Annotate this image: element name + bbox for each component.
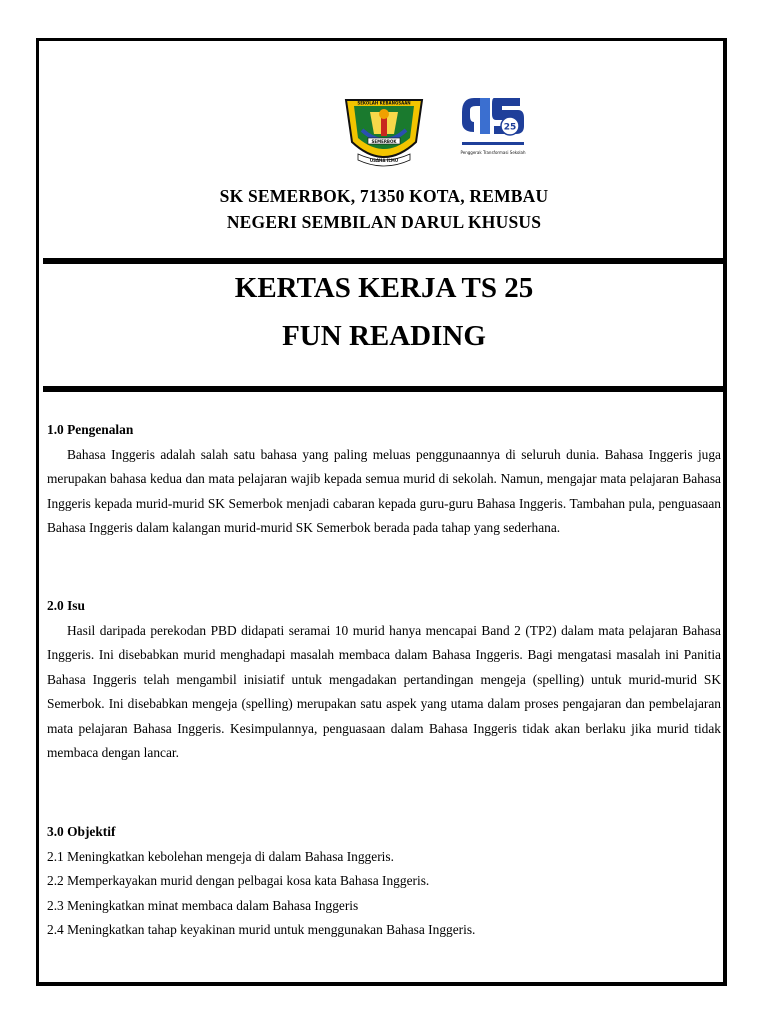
document-subtitle: FUN READING (282, 320, 486, 352)
section-objektif (47, 820, 721, 943)
crest-top-text: SEKOLAH KEBANGSAAN (357, 100, 411, 106)
section-heading: 2.0 Isu (47, 598, 85, 613)
list-item: 2.3 Meningkatkan minat membaca dalam Bahasa Inggeris (47, 897, 359, 913)
section-heading: 1.0 Pengenalan (47, 422, 134, 437)
section-heading: 3.0 Objektif (47, 824, 116, 839)
crest-banner-text: SEMERBOK (371, 139, 397, 144)
school-name-line1: SK SEMERBOK, 71350 KOTA, REMBAU (219, 186, 549, 206)
logo-row (340, 92, 530, 172)
list-item: 2.2 Memperkayakan murid dengan pelbagai kosa kata Bahasa Inggeris. (47, 873, 430, 888)
list-item: 2.4 Meningkatkan tahap keyakinan murid untuk menggunakan Bahasa Inggeris. (47, 922, 476, 937)
divider-top (43, 258, 727, 264)
section-body: Bahasa Inggeris adalah salah satu bahasa yang paling meluas penggunaannya di seluruh dunia. Bahasa Inggeris juga merupakan bahasa kedua dan mata pelajaran wajib kepada semua murid di sekolah. Namun, mengajar mata pelajaran Bahasa Inggeris kepada murid-murid SK Semerbok menjadi cabaran kepada guru-guru Bahasa Inggeris. Tambahan pula, penguasaan Bahasa Inggeris dalam kalangan murid-murid SK Semerbok berada pada tahap yang sederhana. (47, 446, 721, 535)
ts25-number: 25 (503, 122, 517, 133)
school-name-line2: NEGERI SEMBILAN DARUL KHUSUS (226, 212, 542, 232)
section-body: Hasil daripada perekodan PBD didapati seramai 10 murid hanya mencapai Band 2 (TP2) dalam mata pelajaran Bahasa Inggeris. Ini disebabkan murid menghadapi masalah membaca dalam Bahasa Inggeris. Bagi mengatasi masalah ini Panitia Bahasa Inggeris telah mengambil inisiatif untuk mengadakan pertandingan mengeja (spelling) untuk murid-murid SK Semerbok. Ini disebabkan mengeja (spelling) merupakan satu aspek yang utama dalam proses pengajaran dan pembelajaran mata pelajaran Bahasa Inggeris. Kesimpulannya, penguasaan dalam Bahasa Inggeris tidak akan berlaku jika murid tidak membaca dengan lancar. (47, 622, 721, 760)
school-crest-logo (340, 94, 428, 172)
ts25-caption: Penggerak Transformasi Sekolah (460, 150, 526, 155)
document-title: KERTAS KERJA TS 25 (234, 272, 534, 304)
section-isu (47, 594, 721, 766)
crest-motto-text: USAHA ILMU (369, 158, 399, 163)
section-pengenalan (47, 418, 721, 541)
divider-bottom (43, 386, 727, 392)
ts25-logo (460, 92, 526, 164)
list-item: 2.1 Meningkatkan kebolehan mengeja di dalam Bahasa Inggeris. (47, 848, 394, 864)
